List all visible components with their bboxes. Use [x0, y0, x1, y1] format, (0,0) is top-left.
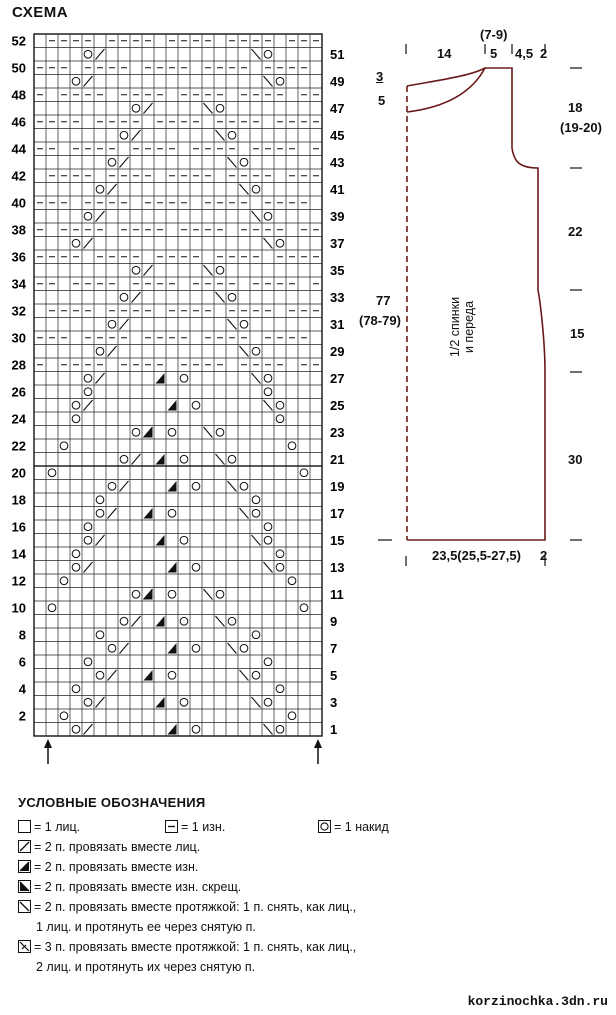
row-label-right: 5: [330, 667, 338, 683]
yarn-over-mark: [276, 239, 284, 247]
p2tog-mark: [156, 616, 165, 627]
yarn-over-mark: [240, 482, 248, 490]
yarn-over-mark: [252, 671, 260, 679]
yarn-over-mark: [252, 347, 260, 355]
p2tog-symbol-icon: [18, 860, 31, 873]
bottom-width: 23,5(25,5-27,5): [432, 548, 521, 563]
ssk-mark: [216, 616, 225, 627]
row-label-left: 18: [11, 492, 26, 508]
yarn-over-mark: [276, 725, 284, 733]
row-label-right: 43: [330, 154, 345, 170]
p2tog-mark: [156, 454, 165, 465]
yarn-over-mark: [276, 685, 284, 693]
yarn-over-mark: [96, 347, 104, 355]
row-label-left: 20: [11, 465, 26, 481]
yarn-over-mark: [72, 685, 80, 693]
row-label-left: 48: [11, 87, 26, 103]
legend-ssk-line2: 1 лиц. и протянуть ее через снятую п.: [36, 920, 256, 934]
yarn-over-mark: [96, 185, 104, 193]
ssk-mark: [264, 562, 273, 573]
yarn-over-mark: [240, 320, 248, 328]
yarn-over-mark: [300, 604, 308, 612]
row-label-left: 50: [11, 60, 26, 76]
arrow-right-icon-head: [314, 739, 322, 748]
yarn-over-mark: [96, 496, 104, 504]
piece-label-line2: и переда: [462, 300, 476, 354]
row-label-left: 4: [18, 681, 26, 697]
yarn-over-mark: [96, 631, 104, 639]
row-label-right: 3: [330, 694, 338, 710]
yarn-over-mark: [120, 617, 128, 625]
purl-symbol-icon: [165, 820, 178, 833]
yarn-over-symbol-icon: [318, 820, 331, 833]
row-label-right: 11: [330, 586, 344, 602]
row-label-right: 15: [330, 532, 345, 548]
ssk-mark: [204, 265, 213, 276]
legend-purl: = 1 изн.: [165, 820, 225, 834]
yarn-over-mark: [276, 415, 284, 423]
yarn-over-mark: [216, 266, 224, 274]
k2tog-mark: [144, 265, 153, 276]
row-label-right: 41: [330, 181, 345, 197]
yarn-over-mark: [132, 428, 140, 436]
yarn-over-mark: [300, 469, 308, 477]
ssk-mark: [264, 400, 273, 411]
yarn-over-mark: [180, 455, 188, 463]
row-label-left: 12: [11, 573, 26, 589]
k2tog-mark: [144, 103, 153, 114]
yarn-over-mark: [288, 712, 296, 720]
yarn-over-mark: [72, 563, 80, 571]
yarn-over-mark: [192, 563, 200, 571]
piece-label: [448, 282, 478, 372]
k2tog-mark: [120, 157, 129, 168]
neck-depth-back: 3: [376, 69, 384, 84]
yarn-over-mark: [84, 50, 92, 58]
row-label-right: 7: [330, 640, 338, 656]
bottom-edge: 2: [540, 548, 548, 563]
row-label-left: 44: [11, 141, 26, 157]
yarn-over-mark: [108, 158, 116, 166]
row-label-left: 42: [11, 168, 26, 184]
ssk-mark: [204, 427, 213, 438]
row-label-left: 30: [11, 330, 26, 346]
legend-sk2p-line2: 2 лиц. и протянуть их через снятую п.: [36, 960, 256, 974]
k2tog-mark: [132, 616, 141, 627]
legend-p2tog-crossed: = 2 п. провязать вместе изн. скрещ.: [18, 880, 241, 894]
yarn-over-mark: [216, 590, 224, 598]
p2tog-mark: [156, 535, 165, 546]
yarn-over-mark: [72, 401, 80, 409]
legend-p2tog: = 2 п. провязать вместе изн.: [18, 860, 198, 874]
yarn-over-mark: [180, 536, 188, 544]
ssk-mark: [252, 535, 261, 546]
p2tog-mark: [168, 562, 177, 573]
ssk-mark: [252, 373, 261, 384]
yarn-over-mark: [96, 509, 104, 517]
yarn-over-mark: [264, 374, 272, 382]
yarn-over-mark: [288, 577, 296, 585]
yarn-over-mark: [216, 104, 224, 112]
chart-title: СХЕМА: [12, 4, 69, 21]
k2tog-mark: [120, 319, 129, 330]
p2tog-crossed-symbol-icon: [18, 880, 31, 893]
row-label-left: 8: [18, 627, 26, 643]
k2tog-mark: [84, 76, 93, 87]
row-label-right: 47: [330, 100, 345, 116]
ssk-mark: [228, 319, 237, 330]
yarn-over-mark: [228, 455, 236, 463]
k2tog-mark: [108, 184, 117, 195]
row-label-left: 46: [11, 114, 26, 130]
yarn-over-mark: [108, 482, 116, 490]
yarn-over-mark: [60, 577, 68, 585]
yarn-over-mark: [228, 131, 236, 139]
k2tog-mark: [84, 562, 93, 573]
row-label-left: 36: [11, 249, 26, 265]
row-label-right: 1: [330, 721, 338, 737]
sk2p-symbol-icon: [18, 940, 31, 953]
yarn-over-mark: [192, 401, 200, 409]
legend-k2tog: = 2 п. провязать вместе лиц.: [18, 840, 200, 854]
yarn-over-mark: [60, 442, 68, 450]
yarn-over-mark: [84, 388, 92, 396]
row-label-left: 32: [11, 303, 26, 319]
ssk-mark: [252, 211, 261, 222]
yarn-over-mark: [216, 428, 224, 436]
yarn-over-mark: [264, 698, 272, 706]
yarn-over-mark: [168, 509, 176, 517]
yarn-over-mark: [72, 239, 80, 247]
yarn-over-mark: [60, 712, 68, 720]
p2tog-mark: [168, 400, 177, 411]
k2tog-mark: [84, 238, 93, 249]
yarn-over-mark: [84, 658, 92, 666]
yarn-over-mark: [108, 320, 116, 328]
top-neck-width: 5: [490, 46, 498, 61]
section-1: 22: [568, 224, 583, 239]
ssk-mark: [240, 670, 249, 681]
row-label-left: 2: [18, 708, 26, 724]
yarn-over-mark: [252, 185, 260, 193]
yarn-over-mark: [120, 293, 128, 301]
yarn-over-mark: [84, 212, 92, 220]
row-label-right: 23: [330, 424, 345, 440]
row-label-left: 6: [18, 654, 26, 670]
height-total-sizes: (78-79): [359, 313, 401, 328]
ssk-symbol-icon: [18, 900, 31, 913]
yarn-over-mark: [192, 725, 200, 733]
yarn-over-mark: [168, 590, 176, 598]
yarn-over-mark: [252, 509, 260, 517]
yarn-over-mark: [120, 131, 128, 139]
p2tog-mark: [144, 670, 153, 681]
row-label-right: 37: [330, 235, 345, 251]
yarn-over-mark: [180, 374, 188, 382]
k2tog-mark: [108, 508, 117, 519]
ssk-mark: [216, 292, 225, 303]
legend-title: УСЛОВНЫЕ ОБОЗНАЧЕНИЯ: [18, 795, 206, 810]
yarn-over-mark: [276, 550, 284, 558]
knit-symbol-icon: [18, 820, 31, 833]
arrow-left-icon-head: [44, 739, 52, 748]
ssk-mark: [240, 508, 249, 519]
neck-depth-front: 5: [378, 93, 386, 108]
ssk-mark: [204, 103, 213, 114]
top-left-width: 14: [437, 46, 452, 61]
row-label-left: 34: [11, 276, 26, 292]
yarn-over-mark: [264, 658, 272, 666]
yarn-over-mark: [84, 536, 92, 544]
armhole: 18: [568, 100, 583, 115]
yarn-over-mark: [72, 550, 80, 558]
yarn-over-mark: [168, 428, 176, 436]
k2tog-mark: [132, 130, 141, 141]
row-label-right: 35: [330, 262, 345, 278]
yarn-over-mark: [276, 563, 284, 571]
ssk-mark: [228, 481, 237, 492]
ssk-mark: [264, 238, 273, 249]
yarn-over-mark: [84, 374, 92, 382]
row-label-right: 51: [330, 46, 345, 62]
yarn-over-mark: [120, 455, 128, 463]
section-3: 30: [568, 452, 583, 467]
yarn-over-mark: [264, 50, 272, 58]
row-label-left: 16: [11, 519, 26, 535]
k2tog-mark: [132, 292, 141, 303]
yarn-over-mark: [264, 212, 272, 220]
k2tog-mark: [96, 49, 105, 60]
p2tog-mark: [168, 724, 177, 735]
k2tog-mark: [84, 724, 93, 735]
k2tog-mark: [96, 535, 105, 546]
row-label-right: 45: [330, 127, 345, 143]
yarn-over-mark: [264, 388, 272, 396]
k2tog-mark: [108, 346, 117, 357]
row-label-left: 52: [11, 33, 26, 49]
row-label-right: 9: [330, 613, 338, 629]
yarn-over-mark: [276, 401, 284, 409]
k2tog-mark: [96, 697, 105, 708]
yarn-over-mark: [72, 725, 80, 733]
p2tog-mark: [156, 373, 165, 384]
yarn-over-mark: [132, 104, 140, 112]
legend-ssk: = 2 п. провязать вместе протяжкой: 1 п. снять, как лиц.,: [18, 900, 356, 914]
yarn-over-mark: [72, 415, 80, 423]
yarn-over-mark: [288, 442, 296, 450]
row-label-right: 49: [330, 73, 345, 89]
yarn-over-mark: [72, 77, 80, 85]
height-total: 77: [376, 293, 391, 308]
row-label-left: 26: [11, 384, 26, 400]
yarn-over-mark: [96, 671, 104, 679]
ssk-mark: [264, 76, 273, 87]
row-label-right: 29: [330, 343, 345, 359]
yarn-over-mark: [240, 644, 248, 652]
row-label-right: 19: [330, 478, 345, 494]
ssk-mark: [228, 157, 237, 168]
ssk-mark: [216, 130, 225, 141]
row-label-right: 31: [330, 316, 345, 332]
legend-yarn-over: = 1 накид: [318, 820, 389, 834]
row-label-left: 40: [11, 195, 26, 211]
k2tog-mark: [108, 670, 117, 681]
ssk-mark: [240, 184, 249, 195]
yarn-over-mark: [132, 266, 140, 274]
k2tog-mark: [84, 400, 93, 411]
yarn-over-mark: [168, 671, 176, 679]
yarn-over-mark: [228, 293, 236, 301]
row-label-left: 24: [11, 411, 26, 427]
k2tog-mark: [96, 211, 105, 222]
k2tog-mark: [120, 481, 129, 492]
yarn-over-mark: [132, 590, 140, 598]
ssk-mark: [252, 49, 261, 60]
yarn-over-mark: [264, 523, 272, 531]
yarn-over-mark: [240, 158, 248, 166]
yarn-over-mark: [84, 523, 92, 531]
yarn-over-mark: [252, 631, 260, 639]
row-label-left: 28: [11, 357, 26, 373]
yarn-over-mark: [84, 698, 92, 706]
row-label-right: 39: [330, 208, 345, 224]
p2tog-mark: [168, 481, 177, 492]
ssk-mark: [216, 454, 225, 465]
k2tog-mark: [96, 373, 105, 384]
k2tog-mark: [132, 454, 141, 465]
front-neck-curve: [407, 68, 485, 112]
yarn-over-mark: [228, 617, 236, 625]
row-label-right: 33: [330, 289, 345, 305]
p2tog-mark: [168, 643, 177, 654]
ssk-mark: [264, 724, 273, 735]
top-neck-sizes: (7-9): [480, 27, 508, 42]
top-edge: 2: [540, 46, 548, 61]
ssk-mark: [204, 589, 213, 600]
k2tog-symbol-icon: [18, 840, 31, 853]
section-2: 15: [570, 326, 585, 341]
row-label-left: 38: [11, 222, 26, 238]
site-watermark: korzinochka.3dn.ru: [467, 994, 608, 1009]
yarn-over-mark: [180, 617, 188, 625]
row-label-left: 22: [11, 438, 26, 454]
yarn-over-mark: [108, 644, 116, 652]
row-label-left: 14: [11, 546, 26, 562]
top-shoulder: 4,5: [515, 46, 534, 61]
ssk-mark: [228, 643, 237, 654]
legend-sk2p: = 3 п. провязать вместе протяжкой: 1 п. снять, как лиц.,: [18, 940, 356, 954]
row-label-right: 13: [330, 559, 345, 575]
ssk-mark: [240, 346, 249, 357]
row-label-right: 27: [330, 370, 345, 386]
yarn-over-mark: [48, 604, 56, 612]
p2tog-mark: [156, 697, 165, 708]
row-label-right: 25: [330, 397, 345, 413]
ssk-mark: [252, 697, 261, 708]
row-label-right: 21: [330, 451, 345, 467]
yarn-over-mark: [192, 482, 200, 490]
yarn-over-mark: [252, 496, 260, 504]
yarn-over-mark: [264, 536, 272, 544]
row-label-left: 10: [11, 600, 26, 616]
k2tog-mark: [120, 643, 129, 654]
yarn-over-mark: [48, 469, 56, 477]
p2tog-mark: [144, 508, 153, 519]
armhole-sizes: (19-20): [560, 120, 602, 135]
legend-knit: = 1 лиц.: [18, 820, 80, 834]
yarn-over-mark: [192, 644, 200, 652]
piece-label-line1: 1/2 спинки: [448, 296, 462, 358]
row-label-right: 17: [330, 505, 345, 521]
yarn-over-mark: [276, 77, 284, 85]
yarn-over-mark: [180, 698, 188, 706]
